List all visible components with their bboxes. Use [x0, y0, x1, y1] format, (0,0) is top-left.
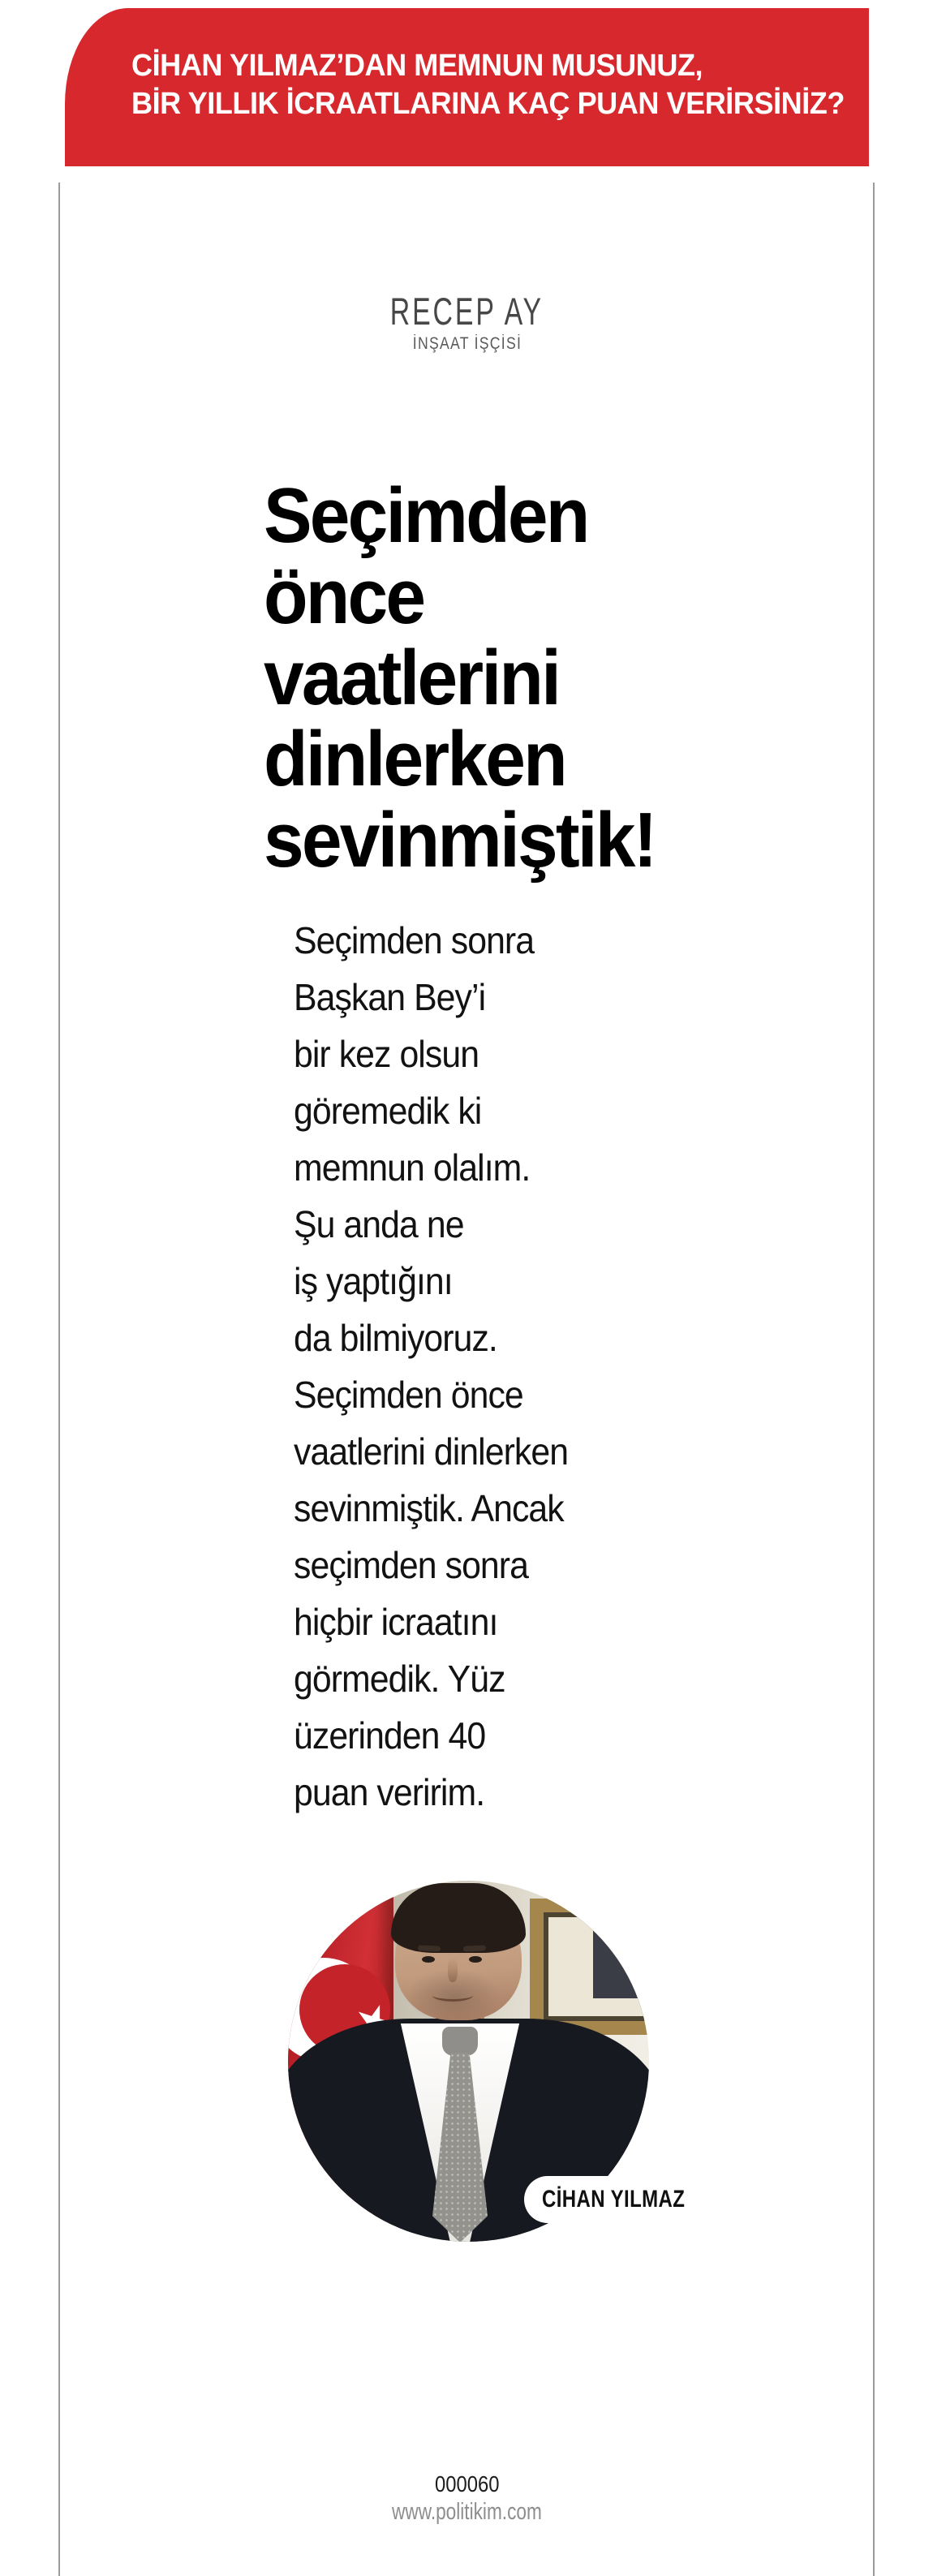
headline-line: sevinmiştik! [264, 797, 656, 884]
question-line-2: BİR YILLIK İCRAATLARINA KAÇ PUAN VERİRSİNİZ? [131, 87, 845, 121]
portrait-tie-knot [442, 2027, 478, 2056]
quote-line: hiçbir icraatını [294, 1601, 498, 1643]
portrait-eye-right [469, 1956, 482, 1963]
footer-website [59, 2499, 875, 2526]
footer-code [59, 2471, 875, 2497]
quote-line: vaatlerini dinlerken [294, 1430, 569, 1473]
picture-frame [530, 1899, 649, 2035]
portrait-eye-left [422, 1956, 435, 1963]
question-banner [65, 8, 869, 166]
card-border-right [873, 183, 875, 2576]
quote-line: puan veririm. [294, 1771, 485, 1813]
headline-line: önce [264, 553, 424, 640]
quote-line: bir kez olsun [294, 1033, 479, 1075]
question-banner-text [131, 47, 882, 123]
quote-line: memnun olalım. [294, 1146, 531, 1189]
quote-line: Şu anda ne [294, 1203, 464, 1245]
quote-line: Başkan Bey’i [294, 976, 486, 1018]
footer-website-value: www.politikim.com [392, 2499, 542, 2525]
portrait-hair [391, 1883, 526, 1953]
question-line-1: CİHAN YILMAZ’DAN MEMNUN MUSUNUZ, [131, 49, 703, 83]
picture-frame-band [544, 1912, 649, 2021]
quote-line: Seçimden önce [294, 1374, 523, 1416]
portrait-mouth [432, 1989, 473, 2002]
quote-line: üzerinden 40 [294, 1714, 486, 1757]
quote-line: seçimden sonra [294, 1544, 528, 1586]
interviewee-name [59, 289, 875, 333]
quote-line: da bilmiyoruz. [294, 1317, 497, 1359]
picture-frame-mat [548, 1917, 649, 2016]
quote-line: iş yaptığını [294, 1260, 453, 1302]
interviewee-name-label: RECEP AY [389, 290, 544, 333]
headline-line: Seçimden [264, 472, 588, 559]
quote-line: Seçimden sonra [294, 919, 535, 961]
card-border-left [58, 183, 60, 2576]
quote-line: göremedik ki [294, 1090, 482, 1132]
quote-line: görmedik. Yüz [294, 1658, 505, 1700]
portrait-eyebrow-left [418, 1945, 441, 1951]
quote-line: sevinmiştik. Ancak [294, 1487, 564, 1529]
interviewee-occupation [59, 334, 875, 354]
portrait-eyebrow-right [463, 1945, 486, 1951]
quote-body [294, 912, 589, 1821]
interviewee-occupation-label: İNŞAAT İŞÇİSİ [412, 334, 522, 353]
picture-frame-art [593, 1927, 649, 1998]
quote-headline [264, 472, 685, 884]
photo-name-tab [524, 2176, 753, 2223]
footer-code-value: 000060 [434, 2471, 500, 2496]
headline-line: dinlerken [264, 716, 565, 802]
photo-name-label: CİHAN YILMAZ [542, 2186, 686, 2213]
headline-line: vaatlerini [264, 634, 560, 721]
